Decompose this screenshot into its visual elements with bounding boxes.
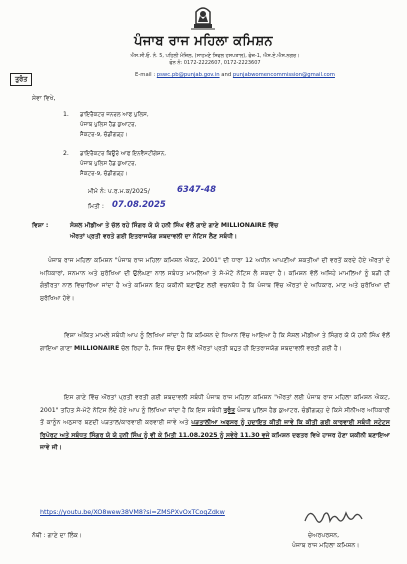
paragraph-3: ਇਸ ਗਾਣੇ ਵਿੱਚ ਔਰਤਾਂ ਪ੍ਰਤੀ ਵਰਤੀ ਗਈ ਸ਼ਬਦਾਵਲੀ ਸਬੰਧੀ ਪੰਜਾਬ ਰਾਜ ਮਹਿਲਾ ਕਮਿਸ਼ਨ "ਔਰਤਾਂ ਲਈ ਪੰਜਾਬ ਰਾਜ ਮਹਿਲਾ ਕਮਿਸ਼ਨ ਐਕਟ, 2001" ਤਹਿਤ ਸੋ-ਮੋਟੋ ਨੋਟਿਸ ਲੈਂਦੇ ਹੋਏ ਆਪ ਨੂੰ ਲਿਖਿਆ ਜਾਂਦਾ ਹੈ ਕਿ ਇਸ ਸਬੰਧੀ ਤੁਰੰਤ ਪੰਜਾਬ ਪੁਲਿਸ ਹੈਡ ਕੁਆਟਰ, ਚੰਡੀਗੜ੍ਹ ਦੇ ਕਿਸੇ ਸੀਨੀਅਰ ਅਧਿਕਾਰੀ ਤੋਂ ਕਾਨੂੰਨ ਅਨੁਸਾਰ ਬਣਦੀ ਪੜਤਾਲ/ਕਾਰਵਾਈ ਕਰਵਾਈ ਜਾਵੇ ਅਤੇ ਪੜਤਾਲੀਆ ਅਫਸਰ ਨੂੰ ਹਦਾਇਤ ਕੀਤੀ ਜਾਵੇ ਕਿ ਕੀਤੀ ਗਈ ਕਾਰਵਾਈ ਸਬੰਧੀ ਸਟੇਟਸ ਰਿਪੋਰਟ ਅਤੇ ਸਬੰਧਤ ਸਿੰਗਰ ਯੋ ਯੋ ਹਨੀ ਸਿੰਘ ਨੂੰ ਵੀ ਕੇ ਮਿਤੀ 11.08.2025 ਨੂੰ ਸਵੇਰੇ 11.30 ਵਜੇ ਕਮਿਸ਼ਨ ਦਫਤਰ ਵਿਖੇ ਹਾਜਰ ਹੋਣਾ ਯਕੀਨੀ ਬਣਾਇਆ ਜਾਵੇ ਜੀ। bbox=[40, 394, 391, 451]
state-emblem-icon bbox=[186, 2, 220, 32]
memo-number: 6347-48 bbox=[177, 185, 217, 195]
signatory-organization: ਪੰਜਾਬ ਰਾਜ ਮਹਿਲਾ ਕਮਿਸ਼ਨ। bbox=[292, 542, 360, 549]
memo-date: 07.08.2025 bbox=[112, 200, 166, 210]
paragraph-2: ਵਿਸ਼ਾ ਅੰਕਿਤ ਮਾਮਲੇ ਸਬੰਧੀ ਆਪ ਨੂੰ ਲਿਖਿਆ ਜਾਂਦਾ ਹੈ ਕਿ ਕਮਿਸ਼ਨ ਦੇ ਧਿਆਨ ਵਿੱਚ ਆਇਆ ਹੈ ਕਿ ਸੋਸ਼ਲ ਮੀਡੀਆ ਤੇ ਸਿੰਗਰ ਯੋ ਯੋ ਹਨੀ ਸਿੰਘ ਵੱਲੋਂ ਗਾਇਆ ਗਾਣਾ MILLIONAIRE ਚੱਲ ਰਿਹਾ ਹੈ, ਜਿਸ ਵਿੱਚ ਉਸ ਵੱਲੋਂ ਔਰਤਾਂ ਪ੍ਰਤੀ ਬਹੁਤ ਹੀ ਇਤਰਾਜਯੋਗ ਸ਼ਬਦਾਵਲੀ ਵਰਤੀ ਗਈ ਹੈ। bbox=[40, 332, 390, 352]
header-address: ਐਸ.ਸੀ.ਓ. ਨੰ. 5, ਪਹਿਲੀ ਮੰਜ਼ਿਲ, (ਸਾਹਮਣੇ ਸਿਵਲ ਹਸਪਤਾਲ), ਫੇਜ਼-1, ਐਸ.ਏ.ਐਸ.ਨਗਰ। ਫੋਨ ਨੰ: 0172-2222607, 0172-2223607 bbox=[130, 53, 300, 66]
enclosure-note: ਨੱਥੀ : ਗਾਣੇ ਦਾ ਲਿੰਕ। bbox=[32, 532, 83, 539]
recipient-2-line-1: ਡਾਇਰੈਕਟਰ ਬਿਊਰੋ ਆਫ ਇਨਵੈਸਟੀਗੇਸ਼ਨ, bbox=[80, 151, 167, 157]
subject-line-2: ਔਰਤਾਂ ਪ੍ਰਤੀ ਵਰਤੇ ਗਈ ਇਤਰਾਜਯੋਗ ਸ਼ਬਦਾਵਲੀ ਦਾ ਨੋਟਿਸ ਲੈਣ ਸਬੰਧੀ। bbox=[70, 233, 238, 240]
salutation: ਸੇਵਾ ਵਿਖੇ, bbox=[32, 95, 56, 102]
subject-label: ਵਿਸ਼ਾ : bbox=[32, 222, 49, 229]
paragraph-1: ਪੰਜਾਬ ਰਾਜ ਮਹਿਲਾ ਕਮਿਸ਼ਨ "ਪੰਜਾਬ ਰਾਜ ਮਹਿਲਾ ਕਮਿਸ਼ਨ ਐਕਟ, 2001" ਦੀ ਧਾਰਾ 12 ਅਧੀਨ ਆਪਣੀਆਂ ਸ਼ਕਤੀਆਂ ਦੀ ਵਰਤੋਂ ਕਰਦੇ ਹੋਏ ਔਰਤਾਂ ਦੇ ਅਧਿਕਾਰਾਂ, ਸਨਮਾਨ ਅਤੇ ਸੁਰੱਖਿਆ ਦੀ ਉਲੰਘਣਾ ਨਾਲ ਸਬੰਧਤ ਮਾਮਲਿਆ ਤੇ ਸੋ-ਮੋਟੋ ਨੋਟਿਸ ਲੈ ਸਕਦਾ ਹੈ। ਕਮਿਸ਼ਨ ਵੱਲੋਂ ਅਜਿਹੇ ਮਾਮਲਿਆਂ ਨੂੰ ਬੜੀ ਹੀ ਗੰਭੀਰਤਾ ਨਾਲ ਵਿਚਾਰਿਆ ਜਾਂਦਾ ਹੈ ਅਤੇ ਕਮਿਸ਼ਨ ਇਹ ਯਕੀਨੀ ਬਣਾਉਣ ਲਈ ਵਚਨਬੱਧ ਹੈ ਕਿ ਪੰਜਾਬ ਵਿੱਚ ਔਰਤਾਂ ਦੇ ਅਧਿਕਾਰ, ਮਾਣ ਅਤੇ ਸੁਰੱਖਿਆ ਦੀ ਸੁਰੱਖਿਆ ਹੋਵੇ। bbox=[40, 257, 390, 302]
header-email: E-mail : pswc.pb@punjab.gov.in and punjabwomencommission@gmail.com bbox=[135, 72, 335, 78]
memo-label: ਮੀਮੋ ਨੰ: ਪ.ਰ.ਮ.ਕ/2025/ bbox=[88, 188, 150, 195]
email-link-1[interactable]: pswc.pb@punjab.gov.in bbox=[156, 72, 220, 78]
urgent-badge: ਤੁਰੰਤ bbox=[10, 73, 32, 86]
header-title: ਪੰਜਾਬ ਰਾਜ ਮਹਿਲਾ ਕਮਿਸ਼ਨ bbox=[134, 34, 273, 49]
signature-image bbox=[300, 505, 380, 529]
memo-date-label: ਮਿਤੀ : bbox=[88, 203, 104, 210]
subject-line-1: ਸੋਸ਼ਲ ਮੀਡੀਆ ਤੇ ਚੱਲ ਰਹੇ ਸਿੰਗਰ ਯੋ ਯੋ ਹਨੀ ਸਿੰਘ ਵੱਲੋਂ ਗਾਏ ਗਾਣੇ MILLIONAIRE ਵਿੱਚ bbox=[70, 222, 279, 229]
email-link-2[interactable]: punjabwomencommission@gmail.com bbox=[232, 72, 335, 78]
signatory-designation: ਚੇਅਰਪਰਸਨ, bbox=[308, 532, 340, 539]
recipient-1-number: 1. bbox=[63, 111, 69, 118]
recipient-2-line-3: ਸੈਕਟਰ-9, ਚੰਡੀਗੜ੍ਹ। bbox=[80, 171, 128, 177]
recipient-1-line-2: ਪੰਜਾਬ ਪੁਲਿਸ ਹੈਡ ਕੁਆਟਰ, bbox=[80, 122, 137, 128]
recipient-1-line-1: ਡਾਇਰੈਕਟਰ ਜਨਰਲ ਆਫ ਪੁਲਿਸ, bbox=[80, 112, 149, 118]
recipient-2-number: 2. bbox=[63, 150, 69, 157]
recipient-1-line-3: ਸੈਕਟਰ-9, ਚੰਡੀਗੜ੍ਹ। bbox=[80, 132, 128, 138]
youtube-link[interactable]: https://youtu.be/XO8wew38VM8?si=ZMSPXvOxTCogZdkw bbox=[40, 508, 225, 516]
recipient-2-line-2: ਪੰਜਾਬ ਪੁਲਿਸ ਹੈਡ ਕੁਆਟਰ, bbox=[80, 161, 137, 167]
